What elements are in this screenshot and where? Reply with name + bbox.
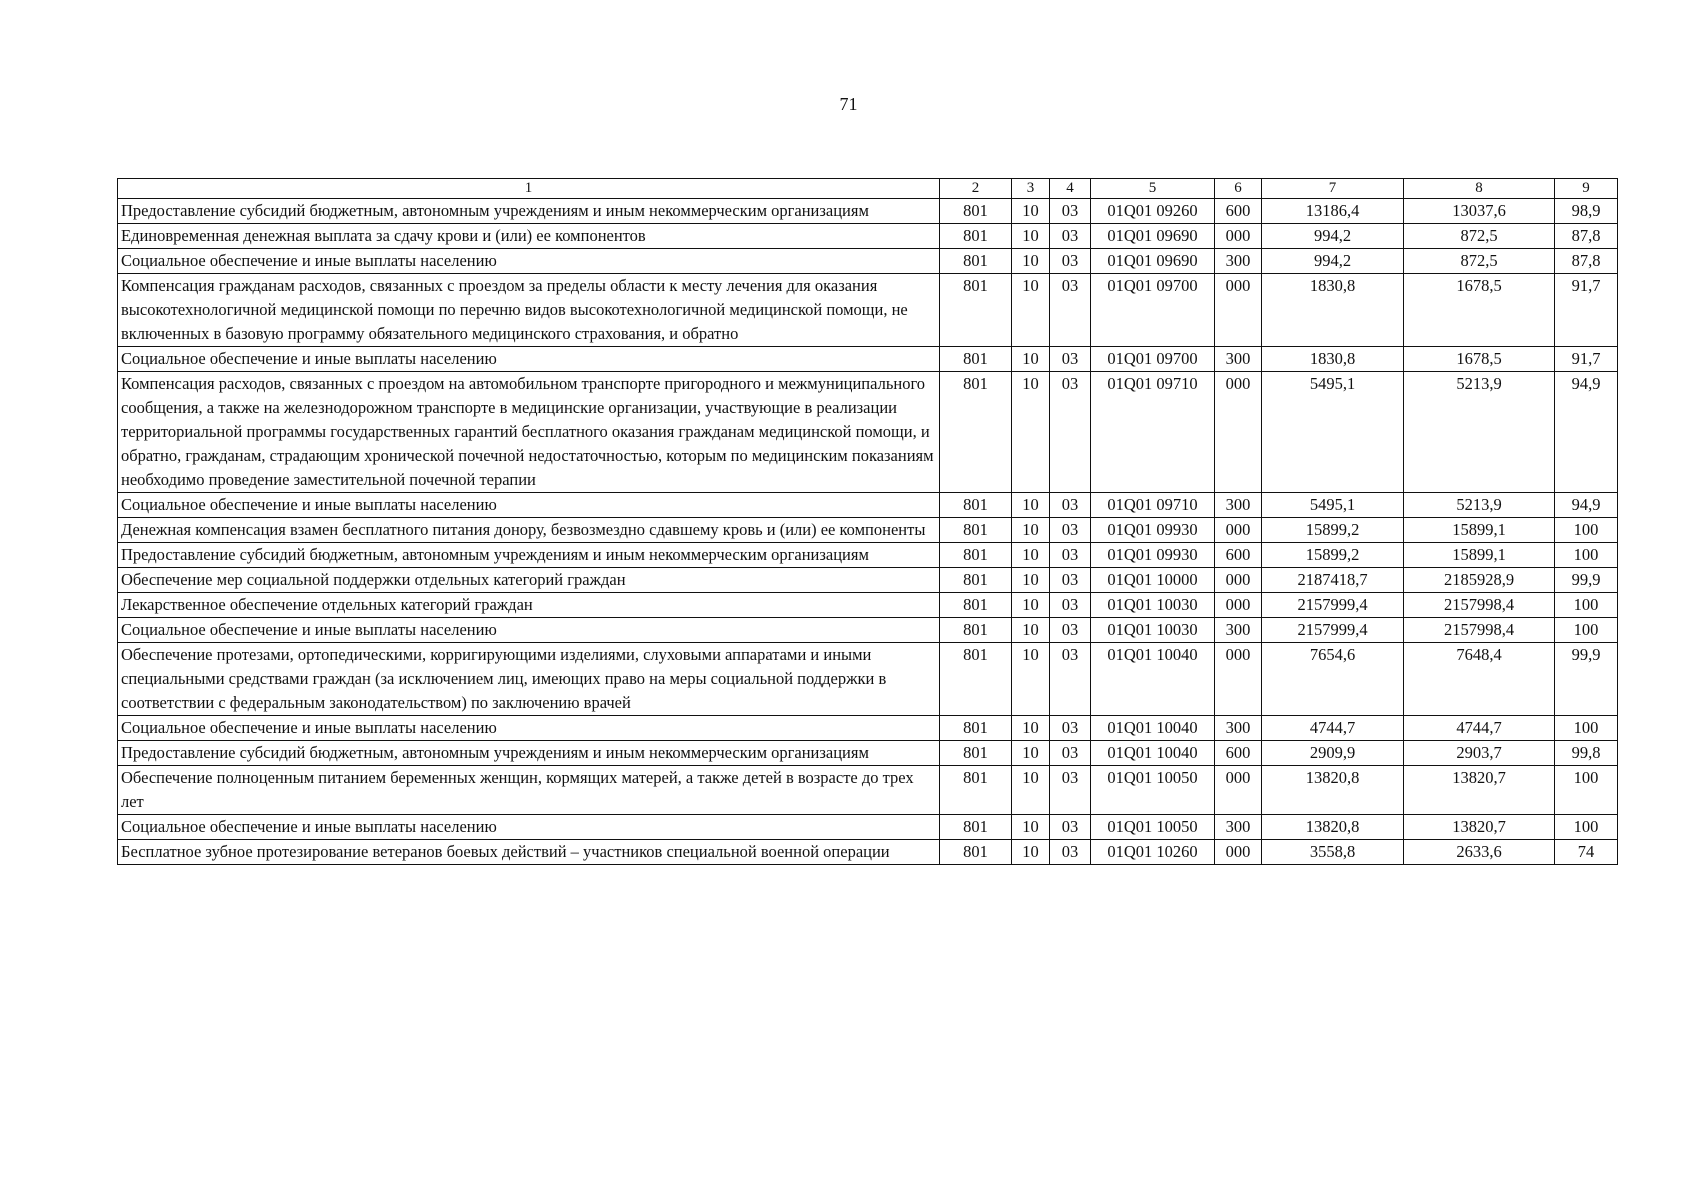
code-cell-4: 03: [1050, 372, 1091, 493]
code-cell-3: 10: [1012, 199, 1050, 224]
value-cell-8: 13037,6: [1404, 199, 1555, 224]
table-row: [118, 493, 1618, 518]
code-cell-4: 03: [1050, 543, 1091, 568]
code-cell-2: 801: [940, 493, 1012, 518]
code-cell-2: 801: [940, 716, 1012, 741]
value-cell-8: 2157998,4: [1404, 618, 1555, 643]
code-cell-3: 10: [1012, 840, 1050, 865]
code-cell-5: 01Q01 10000: [1091, 568, 1215, 593]
value-cell-7: 2157999,4: [1262, 618, 1404, 643]
row-name-cell: Социальное обеспечение и иные выплаты населению: [118, 815, 940, 840]
value-cell-8: 2633,6: [1404, 840, 1555, 865]
code-cell-6: 300: [1215, 815, 1262, 840]
code-cell-6: 000: [1215, 274, 1262, 347]
column-number: 5: [1091, 179, 1215, 199]
percent-cell-9: 100: [1555, 593, 1618, 618]
percent-cell-9: 100: [1555, 716, 1618, 741]
code-cell-4: 03: [1050, 224, 1091, 249]
row-name-cell: Лекарственное обеспечение отдельных категорий граждан: [118, 593, 940, 618]
code-cell-3: 10: [1012, 249, 1050, 274]
value-cell-8: 872,5: [1404, 224, 1555, 249]
code-cell-3: 10: [1012, 543, 1050, 568]
column-number: 3: [1012, 179, 1050, 199]
column-number: 6: [1215, 179, 1262, 199]
table-row: [118, 372, 1618, 493]
code-cell-2: 801: [940, 643, 1012, 716]
column-number: 4: [1050, 179, 1091, 199]
code-cell-2: 801: [940, 372, 1012, 493]
table-row: [118, 618, 1618, 643]
value-cell-7: 2157999,4: [1262, 593, 1404, 618]
table-row: [118, 518, 1618, 543]
value-cell-8: 2157998,4: [1404, 593, 1555, 618]
value-cell-7: 15899,2: [1262, 543, 1404, 568]
code-cell-5: 01Q01 09710: [1091, 493, 1215, 518]
code-cell-5: 01Q01 09700: [1091, 347, 1215, 372]
percent-cell-9: 100: [1555, 815, 1618, 840]
value-cell-8: 15899,1: [1404, 543, 1555, 568]
table-row: [118, 568, 1618, 593]
value-cell-7: 994,2: [1262, 224, 1404, 249]
percent-cell-9: 100: [1555, 518, 1618, 543]
code-cell-5: 01Q01 10040: [1091, 716, 1215, 741]
code-cell-6: 300: [1215, 618, 1262, 643]
page-number: 71: [839, 94, 858, 114]
row-name-cell: Социальное обеспечение и иные выплаты населению: [118, 618, 940, 643]
table-row: [118, 274, 1618, 347]
value-cell-7: 15899,2: [1262, 518, 1404, 543]
value-cell-7: 13820,8: [1262, 815, 1404, 840]
code-cell-2: 801: [940, 815, 1012, 840]
percent-cell-9: 74: [1555, 840, 1618, 865]
code-cell-5: 01Q01 10260: [1091, 840, 1215, 865]
code-cell-2: 801: [940, 618, 1012, 643]
code-cell-2: 801: [940, 224, 1012, 249]
code-cell-6: 600: [1215, 199, 1262, 224]
percent-cell-9: 99,9: [1555, 643, 1618, 716]
code-cell-3: 10: [1012, 716, 1050, 741]
code-cell-2: 801: [940, 543, 1012, 568]
code-cell-4: 03: [1050, 618, 1091, 643]
percent-cell-9: 100: [1555, 766, 1618, 815]
value-cell-8: 15899,1: [1404, 518, 1555, 543]
code-cell-3: 10: [1012, 518, 1050, 543]
value-cell-7: 7654,6: [1262, 643, 1404, 716]
code-cell-2: 801: [940, 518, 1012, 543]
value-cell-7: 4744,7: [1262, 716, 1404, 741]
code-cell-4: 03: [1050, 249, 1091, 274]
code-cell-5: 01Q01 10030: [1091, 593, 1215, 618]
code-cell-2: 801: [940, 840, 1012, 865]
code-cell-6: 600: [1215, 741, 1262, 766]
code-cell-2: 801: [940, 199, 1012, 224]
code-cell-4: 03: [1050, 643, 1091, 716]
value-cell-8: 7648,4: [1404, 643, 1555, 716]
code-cell-3: 10: [1012, 347, 1050, 372]
value-cell-8: 5213,9: [1404, 372, 1555, 493]
row-name-cell: Обеспечение полноценным питанием беременных женщин, кормящих матерей, а также детей в возрасте до трех лет: [118, 766, 940, 815]
row-name-cell: Единовременная денежная выплата за сдачу крови и (или) ее компонентов: [118, 224, 940, 249]
code-cell-5: 01Q01 09690: [1091, 224, 1215, 249]
value-cell-8: 13820,7: [1404, 815, 1555, 840]
code-cell-6: 300: [1215, 493, 1262, 518]
column-number: 1: [118, 179, 940, 199]
value-cell-7: 13820,8: [1262, 766, 1404, 815]
code-cell-5: 01Q01 10030: [1091, 618, 1215, 643]
column-number: 9: [1555, 179, 1618, 199]
value-cell-7: 994,2: [1262, 249, 1404, 274]
code-cell-5: 01Q01 10050: [1091, 815, 1215, 840]
row-name-cell: Социальное обеспечение и иные выплаты населению: [118, 347, 940, 372]
table-row: [118, 840, 1618, 865]
code-cell-5: 01Q01 10040: [1091, 643, 1215, 716]
code-cell-4: 03: [1050, 493, 1091, 518]
code-cell-6: 600: [1215, 543, 1262, 568]
code-cell-4: 03: [1050, 741, 1091, 766]
code-cell-2: 801: [940, 274, 1012, 347]
code-cell-6: 000: [1215, 372, 1262, 493]
value-cell-7: 5495,1: [1262, 372, 1404, 493]
code-cell-3: 10: [1012, 372, 1050, 493]
value-cell-7: 1830,8: [1262, 347, 1404, 372]
percent-cell-9: 87,8: [1555, 224, 1618, 249]
code-cell-4: 03: [1050, 199, 1091, 224]
code-cell-3: 10: [1012, 618, 1050, 643]
code-cell-4: 03: [1050, 716, 1091, 741]
value-cell-7: 2909,9: [1262, 741, 1404, 766]
code-cell-5: 01Q01 09690: [1091, 249, 1215, 274]
row-name-cell: Обеспечение протезами, ортопедическими, корригирующими изделиями, слуховыми аппаратами и иными специальными средствами граждан (за исключением лиц, имеющих право на меры социальной поддержки в соответствии с федеральным законодательством) по заключению врачей: [118, 643, 940, 716]
value-cell-8: 872,5: [1404, 249, 1555, 274]
code-cell-6: 300: [1215, 249, 1262, 274]
column-number-row: [118, 179, 1618, 199]
code-cell-3: 10: [1012, 493, 1050, 518]
table-row: [118, 741, 1618, 766]
percent-cell-9: 100: [1555, 618, 1618, 643]
code-cell-6: 300: [1215, 347, 1262, 372]
code-cell-6: 000: [1215, 568, 1262, 593]
percent-cell-9: 98,9: [1555, 199, 1618, 224]
value-cell-7: 1830,8: [1262, 274, 1404, 347]
code-cell-5: 01Q01 09930: [1091, 543, 1215, 568]
code-cell-4: 03: [1050, 518, 1091, 543]
code-cell-4: 03: [1050, 593, 1091, 618]
percent-cell-9: 99,9: [1555, 568, 1618, 593]
code-cell-2: 801: [940, 249, 1012, 274]
code-cell-4: 03: [1050, 274, 1091, 347]
code-cell-5: 01Q01 09260: [1091, 199, 1215, 224]
code-cell-4: 03: [1050, 347, 1091, 372]
code-cell-2: 801: [940, 766, 1012, 815]
row-name-cell: Социальное обеспечение и иные выплаты населению: [118, 716, 940, 741]
code-cell-6: 000: [1215, 643, 1262, 716]
table-row: [118, 593, 1618, 618]
table-row: [118, 766, 1618, 815]
row-name-cell: Предоставление субсидий бюджетным, автономным учреждениям и иным некоммерческим организациям: [118, 741, 940, 766]
value-cell-8: 5213,9: [1404, 493, 1555, 518]
percent-cell-9: 100: [1555, 543, 1618, 568]
code-cell-5: 01Q01 09930: [1091, 518, 1215, 543]
code-cell-6: 000: [1215, 518, 1262, 543]
code-cell-6: 300: [1215, 716, 1262, 741]
code-cell-5: 01Q01 10040: [1091, 741, 1215, 766]
row-name-cell: Социальное обеспечение и иные выплаты населению: [118, 493, 940, 518]
column-number: 8: [1404, 179, 1555, 199]
column-number: 7: [1262, 179, 1404, 199]
code-cell-5: 01Q01 10050: [1091, 766, 1215, 815]
row-name-cell: Предоставление субсидий бюджетным, автономным учреждениям и иным некоммерческим организациям: [118, 543, 940, 568]
code-cell-2: 801: [940, 347, 1012, 372]
percent-cell-9: 94,9: [1555, 372, 1618, 493]
code-cell-3: 10: [1012, 741, 1050, 766]
table-row: [118, 199, 1618, 224]
code-cell-6: 000: [1215, 840, 1262, 865]
value-cell-8: 2185928,9: [1404, 568, 1555, 593]
code-cell-4: 03: [1050, 815, 1091, 840]
table-row: [118, 643, 1618, 716]
row-name-cell: Денежная компенсация взамен бесплатного питания донору, безвозмездно сдавшему кровь и (или) ее компоненты: [118, 518, 940, 543]
row-name-cell: Предоставление субсидий бюджетным, автономным учреждениям и иным некоммерческим организациям: [118, 199, 940, 224]
value-cell-7: 13186,4: [1262, 199, 1404, 224]
value-cell-8: 1678,5: [1404, 274, 1555, 347]
table-row: [118, 347, 1618, 372]
code-cell-3: 10: [1012, 643, 1050, 716]
column-number: 2: [940, 179, 1012, 199]
row-name-cell: Бесплатное зубное протезирование ветеранов боевых действий – участников специальной военной операции: [118, 840, 940, 865]
code-cell-2: 801: [940, 568, 1012, 593]
percent-cell-9: 87,8: [1555, 249, 1618, 274]
code-cell-3: 10: [1012, 593, 1050, 618]
value-cell-8: 1678,5: [1404, 347, 1555, 372]
code-cell-6: 000: [1215, 224, 1262, 249]
row-name-cell: Обеспечение мер социальной поддержки отдельных категорий граждан: [118, 568, 940, 593]
value-cell-8: 13820,7: [1404, 766, 1555, 815]
code-cell-3: 10: [1012, 568, 1050, 593]
table-row: [118, 716, 1618, 741]
value-cell-7: 2187418,7: [1262, 568, 1404, 593]
row-name-cell: Компенсация гражданам расходов, связанных с проездом за пределы области к месту лечения для оказания высокотехнологичной медицинской помощи по перечню видов высокотехнологичной медицинской помощи, не включенных в базовую программу обязательного медицинского страхования, и обратно: [118, 274, 940, 347]
code-cell-6: 000: [1215, 593, 1262, 618]
code-cell-5: 01Q01 09710: [1091, 372, 1215, 493]
value-cell-8: 2903,7: [1404, 741, 1555, 766]
table-row: [118, 815, 1618, 840]
table-row: [118, 543, 1618, 568]
percent-cell-9: 91,7: [1555, 274, 1618, 347]
code-cell-6: 000: [1215, 766, 1262, 815]
code-cell-3: 10: [1012, 274, 1050, 347]
value-cell-7: 5495,1: [1262, 493, 1404, 518]
code-cell-2: 801: [940, 593, 1012, 618]
budget-table: [117, 178, 1618, 865]
value-cell-7: 3558,8: [1262, 840, 1404, 865]
code-cell-3: 10: [1012, 815, 1050, 840]
table-row: [118, 224, 1618, 249]
code-cell-3: 10: [1012, 766, 1050, 815]
code-cell-2: 801: [940, 741, 1012, 766]
code-cell-4: 03: [1050, 766, 1091, 815]
code-cell-3: 10: [1012, 224, 1050, 249]
table-row: [118, 249, 1618, 274]
row-name-cell: Социальное обеспечение и иные выплаты населению: [118, 249, 940, 274]
percent-cell-9: 91,7: [1555, 347, 1618, 372]
code-cell-4: 03: [1050, 840, 1091, 865]
code-cell-4: 03: [1050, 568, 1091, 593]
percent-cell-9: 94,9: [1555, 493, 1618, 518]
row-name-cell: Компенсация расходов, связанных с проездом на автомобильном транспорте пригородного и межмуниципального сообщения, а также на железнодорожном транспорте в медицинские организации, участвующие в реализации территориальной программы государственных гарантий бесплатного оказания гражданам медицинской помощи, и обратно, гражданам, страдающим хронической почечной недостаточностью, которым по медицинским показаниям необходимо проведение заместительной почечной терапии: [118, 372, 940, 493]
percent-cell-9: 99,8: [1555, 741, 1618, 766]
value-cell-8: 4744,7: [1404, 716, 1555, 741]
table-body: [118, 199, 1618, 865]
code-cell-5: 01Q01 09700: [1091, 274, 1215, 347]
